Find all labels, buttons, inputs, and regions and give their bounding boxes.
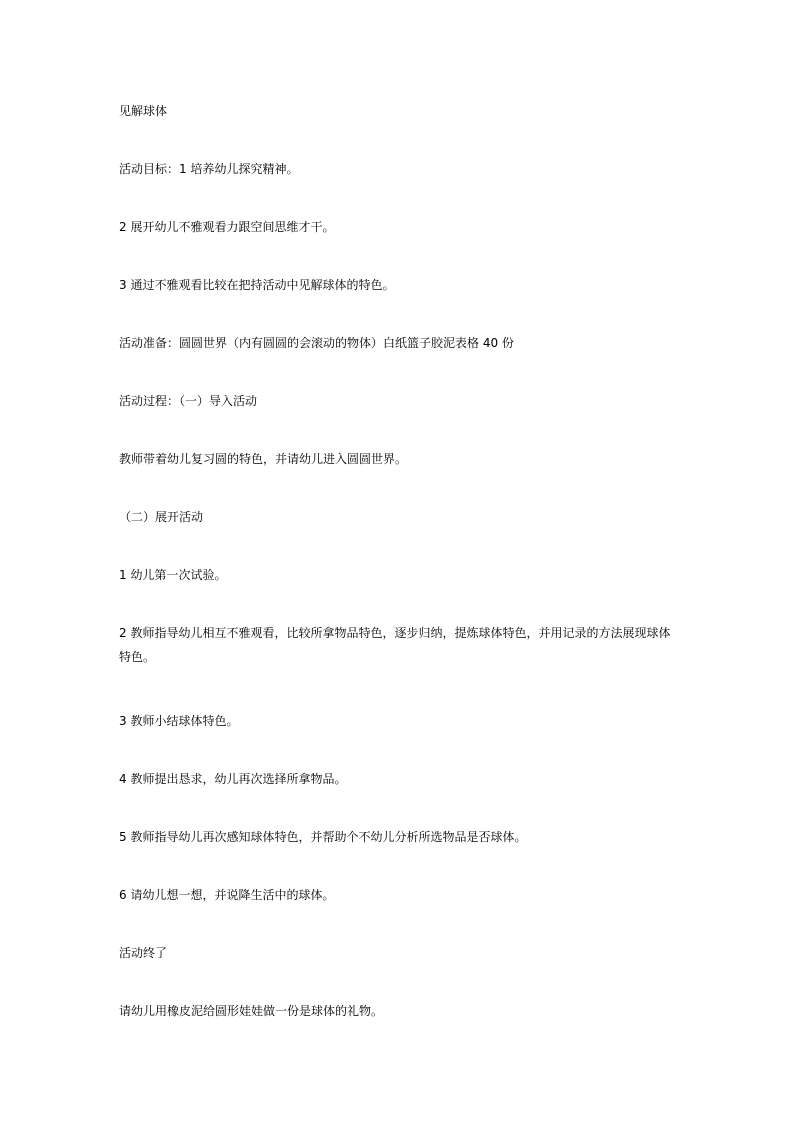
paragraph-step-1: 1 幼儿第一次试验。 <box>119 568 227 582</box>
paragraph-process-intro: 活动过程：（一）导入活动 <box>119 394 258 408</box>
paragraph-step-4: 4 教师提出恳求，幼儿再次选择所拿物品。 <box>119 772 347 786</box>
paragraph-objective-3: 3 通过不雅观看比较在把持活动中见解球体的特色。 <box>119 278 395 292</box>
paragraph-ending-activity: 请幼儿用橡皮泥给圆形娃娃做一份是球体的礼物。 <box>119 1004 384 1018</box>
paragraph-step-3: 3 教师小结球体特色。 <box>119 714 239 728</box>
paragraph-preparation: 活动准备：圆圆世界（内有圆圆的会滚动的物体）白纸篮子胶泥表格 40 份 <box>119 336 514 350</box>
document-title: 见解球体 <box>119 104 168 118</box>
paragraph-step-5: 5 教师指导幼儿再次感知球体特色，并帮助个不幼儿分析所选物品是否球体。 <box>119 830 527 844</box>
paragraph-objective-2: 2 展开幼儿不雅观看力跟空间思维才干。 <box>119 220 335 234</box>
paragraph-section-2: （二）展开活动 <box>119 510 204 524</box>
paragraph-objective-1: 活动目标：1 培养幼儿探究精神。 <box>119 162 299 176</box>
paragraph-review: 教师带着幼儿复习圆的特色，并请幼儿进入圆圆世界。 <box>119 452 408 466</box>
paragraph-ending-heading: 活动终了 <box>119 946 168 960</box>
paragraph-step-2: 2 教师指导幼儿相互不雅观看，比较所拿物品特色，逐步归纳，提炼球体特色，并用记录的方法展现球体特色。 <box>119 626 671 664</box>
paragraph-step-6: 6 请幼儿想一想，并说降生活中的球体。 <box>119 888 335 902</box>
